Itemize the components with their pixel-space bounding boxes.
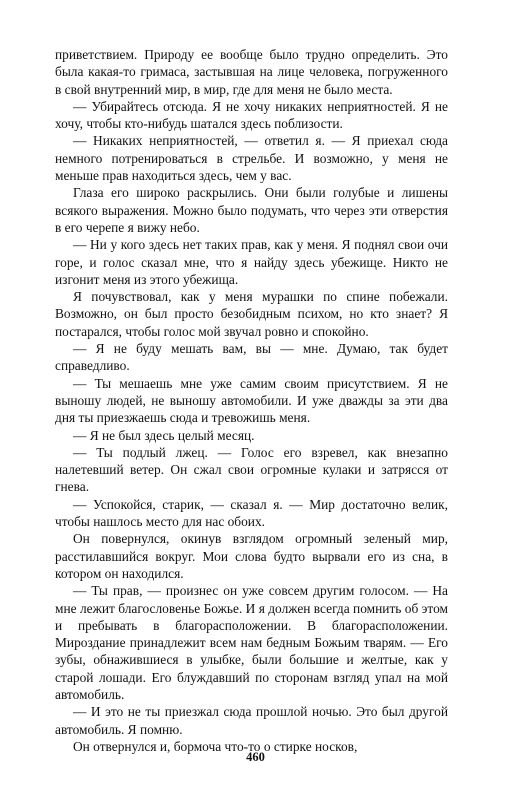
page-text: [55, 46, 448, 755]
paragraph: — Ни у кого здесь нет таких прав, как у меня. Я поднял свои очи горе, и голос сказал мне, что я найду здесь убежище. Никто не изгонит меня из этого убежища.: [55, 237, 448, 287]
paragraph: — Успокойся, старик, — сказал я. — Мир достаточно велик, чтобы нашлось место для нас обоих.: [55, 496, 448, 530]
paragraph: — Никаких неприятностей, — ответил я. — Я приехал сюда немного потренироваться в стрельбе. И возможно, у меня не меньше прав находиться здесь, чем у вас.: [55, 133, 448, 184]
paragraph: — Ты мешаешь мне уже самим своим присутствием. Я не выношу людей, не выношу автомобили. И уже дважды за эти два дня ты приезжаешь сюда и тревожишь меня.: [55, 375, 448, 426]
paragraph: — Я не буду мешать вам, вы — мне. Думаю, так будет справедливо.: [55, 341, 448, 374]
paragraph: Он отвернулся и, бормоча что-то о стирке носков,: [73, 738, 358, 754]
paragraph: приветствием. Природу ее вообще было трудно определить. Это была какая-то гримаса, застывшая на лице человека, погруженного в свой внутренний мир, в мир, где для меня не было места.: [55, 47, 448, 97]
paragraph: — Ты подлый лжец. — Голос его взревел, как внезапно налетевший ветер. Он сжал свои огромные кулаки и затрясся от гнева.: [55, 444, 448, 495]
page-number: 460: [246, 750, 265, 764]
paragraph: — И это не ты приезжал сюда прошлой ночью. Это был другой автомобиль. Я помню.: [55, 704, 448, 737]
paragraph: Я почувствовал, как у меня мурашки по спине побежали. Возможно, он был просто безобидным психом, но кто знает? Я постарался, чтобы голос мой звучал ровно и спокойно.: [55, 289, 448, 339]
paragraph: — Я не был здесь целый месяц.: [73, 427, 255, 443]
paragraph: — Убирайтесь отсюда. Я не хочу никаких неприятностей. Я не хочу, чтобы кто-нибудь шатался здесь поблизости.: [55, 98, 448, 132]
paragraph: Глаза его широко раскрылись. Они были голубые и лишены всякого выражения. Можно было подумать, что через эти отверстия в его черепе я вижу небо.: [55, 185, 448, 235]
paragraph: Он повернулся, окинув взглядом огромный зеленый мир, расстилавшийся вокруг. Мои слова будто вырвали его из сна, в котором он находился.: [55, 531, 448, 581]
paragraph: — Ты прав, — произнес он уже совсем другим голосом. — На мне лежит благословенье Божье. И я должен всегда помнить об этом и пребывать в благорасположении. В благорасположении. Мироздание принадлежит всем нам бедным Божьим тварям. — Его зубы, обнажившиеся в улыбке, были большие и желтые, как у старой лошади. Его блуждавший по сторонам взгляд упал на мой автомобиль.: [55, 583, 448, 702]
